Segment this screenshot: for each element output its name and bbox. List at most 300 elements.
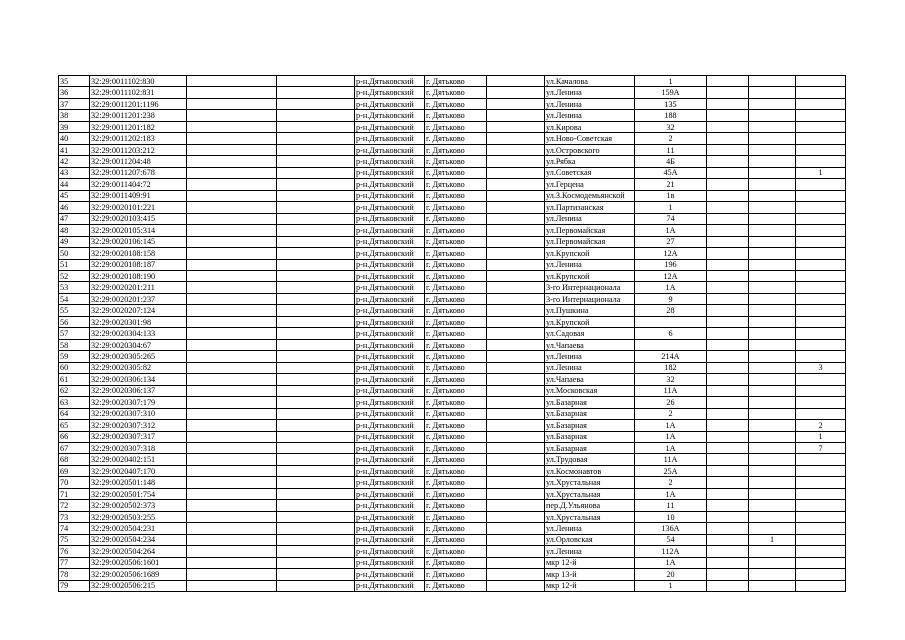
table-row (59, 546, 846, 557)
empty-cell (707, 110, 749, 121)
empty-cell (187, 121, 277, 132)
cadastral-number: 32:29:0020504:234 (90, 534, 187, 545)
house-number: 6 (635, 328, 707, 339)
district: р-н.Дятьковский (355, 511, 425, 522)
street: мкр 13-й (545, 569, 635, 580)
empty-cell (487, 580, 545, 591)
house-number: 1А (635, 557, 707, 568)
cadastral-number: 32:29:0020201:211 (90, 282, 187, 293)
empty-cell (487, 420, 545, 431)
cadastral-number: 32:29:0020108:158 (90, 248, 187, 259)
count-cell (796, 500, 846, 511)
city: г. Дятьково (425, 225, 487, 236)
empty-cell (487, 144, 545, 155)
house-number: 1 (635, 580, 707, 591)
empty-cell (187, 397, 277, 408)
row-number: 52 (59, 270, 90, 281)
empty-cell (277, 523, 355, 534)
empty-cell (277, 248, 355, 259)
city: г. Дятьково (425, 87, 487, 98)
house-number: 112А (635, 546, 707, 557)
row-number: 48 (59, 225, 90, 236)
city: г. Дятьково (425, 328, 487, 339)
house-number: 12А (635, 248, 707, 259)
empty-cell (277, 374, 355, 385)
table-row (59, 488, 846, 499)
district: р-н.Дятьковский (355, 454, 425, 465)
row-number: 67 (59, 443, 90, 454)
house-number: 21 (635, 179, 707, 190)
cadastral-number: 32:29:0011409:91 (90, 190, 187, 201)
cadastral-number: 32:29:0011201:1196 (90, 98, 187, 109)
row-number: 39 (59, 121, 90, 132)
count-cell (796, 454, 846, 465)
table-row (59, 339, 846, 350)
empty-cell (487, 167, 545, 178)
empty-cell (277, 110, 355, 121)
empty-cell (187, 408, 277, 419)
district: р-н.Дятьковский (355, 121, 425, 132)
count-cell (749, 156, 796, 167)
count-cell (749, 225, 796, 236)
empty-cell (187, 248, 277, 259)
empty-cell (187, 431, 277, 442)
empty-cell (487, 569, 545, 580)
row-number: 42 (59, 156, 90, 167)
count-cell (749, 167, 796, 178)
empty-cell (277, 213, 355, 224)
house-number: 188 (635, 110, 707, 121)
count-cell (749, 362, 796, 373)
cadastral-number: 32:29:0020106:145 (90, 236, 187, 247)
count-cell (796, 179, 846, 190)
street: ул.Хрустальная (545, 477, 635, 488)
empty-cell (187, 156, 277, 167)
count-cell (796, 328, 846, 339)
city: г. Дятьково (425, 179, 487, 190)
empty-cell (487, 385, 545, 396)
district: р-н.Дятьковский (355, 98, 425, 109)
row-number: 74 (59, 523, 90, 534)
empty-cell (187, 202, 277, 213)
empty-cell (277, 465, 355, 476)
table-row (59, 270, 846, 281)
city: г. Дятьково (425, 144, 487, 155)
count-cell (749, 523, 796, 534)
row-number: 65 (59, 420, 90, 431)
empty-cell (187, 76, 277, 87)
empty-cell (187, 569, 277, 580)
row-number: 62 (59, 385, 90, 396)
row-number: 44 (59, 179, 90, 190)
street: ул.Базарная (545, 443, 635, 454)
empty-cell (187, 488, 277, 499)
district: р-н.Дятьковский (355, 385, 425, 396)
house-number: 1А (635, 420, 707, 431)
empty-cell (187, 282, 277, 293)
street: ул.Ленина (545, 546, 635, 557)
table-row (59, 454, 846, 465)
empty-cell (277, 351, 355, 362)
cadastral-number: 32:29:0020105:314 (90, 225, 187, 236)
count-cell (796, 133, 846, 144)
empty-cell (487, 202, 545, 213)
row-number: 41 (59, 144, 90, 155)
house-number: 32 (635, 121, 707, 132)
city: г. Дятьково (425, 511, 487, 522)
count-cell (796, 580, 846, 591)
city: г. Дятьково (425, 156, 487, 167)
empty-cell (187, 477, 277, 488)
count-cell: 7 (796, 443, 846, 454)
count-cell (749, 293, 796, 304)
empty-cell (277, 87, 355, 98)
empty-cell (707, 420, 749, 431)
row-number: 70 (59, 477, 90, 488)
count-cell (796, 351, 846, 362)
empty-cell (277, 385, 355, 396)
count-cell (749, 454, 796, 465)
table-row (59, 580, 846, 591)
empty-cell (707, 385, 749, 396)
street: ул.Ленина (545, 213, 635, 224)
street: ул.Кирова (545, 121, 635, 132)
count-cell (749, 580, 796, 591)
district: р-н.Дятьковский (355, 546, 425, 557)
house-number: 159А (635, 87, 707, 98)
street: ул.Трудовая (545, 454, 635, 465)
empty-cell (707, 328, 749, 339)
house-number: 28 (635, 305, 707, 316)
count-cell (749, 420, 796, 431)
count-cell (749, 465, 796, 476)
empty-cell (277, 190, 355, 201)
empty-cell (187, 293, 277, 304)
count-cell (749, 305, 796, 316)
city: г. Дятьково (425, 408, 487, 419)
cadastral-number: 32:29:0020407:170 (90, 465, 187, 476)
city: г. Дятьково (425, 500, 487, 511)
cadastral-number: 32:29:0020307:318 (90, 443, 187, 454)
row-number: 55 (59, 305, 90, 316)
empty-cell (707, 580, 749, 591)
empty-cell (187, 454, 277, 465)
row-number: 63 (59, 397, 90, 408)
count-cell (796, 316, 846, 327)
count-cell (796, 374, 846, 385)
empty-cell (277, 431, 355, 442)
empty-cell (707, 213, 749, 224)
empty-cell (187, 500, 277, 511)
row-number: 61 (59, 374, 90, 385)
empty-cell (707, 190, 749, 201)
district: р-н.Дятьковский (355, 133, 425, 144)
row-number: 45 (59, 190, 90, 201)
table-row (59, 202, 846, 213)
city: г. Дятьково (425, 443, 487, 454)
empty-cell (277, 305, 355, 316)
empty-cell (707, 87, 749, 98)
city: г. Дятьково (425, 465, 487, 476)
cadastral-number: 32:29:0020402:151 (90, 454, 187, 465)
row-number: 46 (59, 202, 90, 213)
street: ул.Хрустальная (545, 488, 635, 499)
cadastral-number: 32:29:0020506:1689 (90, 569, 187, 580)
count-cell (749, 282, 796, 293)
table-row (59, 121, 846, 132)
empty-cell (277, 477, 355, 488)
row-number: 66 (59, 431, 90, 442)
count-cell (749, 546, 796, 557)
count-cell (749, 328, 796, 339)
empty-cell (277, 534, 355, 545)
street: мкр 12-й (545, 580, 635, 591)
count-cell (749, 569, 796, 580)
count-cell (749, 351, 796, 362)
count-cell (749, 87, 796, 98)
empty-cell (707, 397, 749, 408)
count-cell (749, 248, 796, 259)
house-number: 1А (635, 488, 707, 499)
empty-cell (277, 225, 355, 236)
count-cell (749, 443, 796, 454)
empty-cell (487, 190, 545, 201)
row-number: 78 (59, 569, 90, 580)
table-row (59, 408, 846, 419)
count-cell (796, 98, 846, 109)
city: г. Дятьково (425, 420, 487, 431)
city: г. Дятьково (425, 121, 487, 132)
count-cell (796, 190, 846, 201)
count-cell (796, 236, 846, 247)
empty-cell (487, 305, 545, 316)
empty-cell (277, 98, 355, 109)
empty-cell (487, 282, 545, 293)
district: р-н.Дятьковский (355, 557, 425, 568)
table-row (59, 500, 846, 511)
empty-cell (487, 328, 545, 339)
table-row (59, 190, 846, 201)
empty-cell (707, 500, 749, 511)
count-cell (749, 374, 796, 385)
district: р-н.Дятьковский (355, 156, 425, 167)
table-row (59, 569, 846, 580)
cadastral-number: 32:29:0020108:187 (90, 259, 187, 270)
empty-cell (707, 133, 749, 144)
district: р-н.Дятьковский (355, 202, 425, 213)
house-number: 2 (635, 133, 707, 144)
empty-cell (187, 580, 277, 591)
count-cell (749, 98, 796, 109)
empty-cell (707, 546, 749, 557)
table-row (59, 557, 846, 568)
empty-cell (187, 374, 277, 385)
empty-cell (487, 213, 545, 224)
row-number: 40 (59, 133, 90, 144)
count-cell (749, 397, 796, 408)
empty-cell (487, 351, 545, 362)
empty-cell (487, 293, 545, 304)
count-cell: 3 (796, 362, 846, 373)
city: г. Дятьково (425, 76, 487, 87)
cadastral-number: 32:29:0011204:48 (90, 156, 187, 167)
street: ул.Базарная (545, 431, 635, 442)
city: г. Дятьково (425, 454, 487, 465)
empty-cell (707, 443, 749, 454)
table-row (59, 156, 846, 167)
empty-cell (707, 534, 749, 545)
table-row (59, 248, 846, 259)
empty-cell (277, 179, 355, 190)
cadastral-number: 32:29:0020304:67 (90, 339, 187, 350)
cadastral-number: 32:29:0020307:317 (90, 431, 187, 442)
count-cell (749, 190, 796, 201)
house-number: 32 (635, 374, 707, 385)
house-number: 54 (635, 534, 707, 545)
cadastral-number: 32:29:0020101:221 (90, 202, 187, 213)
table-row (59, 259, 846, 270)
house-number: 1 (635, 76, 707, 87)
empty-cell (187, 362, 277, 373)
street: ул.Базарная (545, 420, 635, 431)
row-number: 43 (59, 167, 90, 178)
count-cell (796, 213, 846, 224)
district: р-н.Дятьковский (355, 339, 425, 350)
empty-cell (707, 374, 749, 385)
district: р-н.Дятьковский (355, 167, 425, 178)
district: р-н.Дятьковский (355, 248, 425, 259)
city: г. Дятьково (425, 110, 487, 121)
empty-cell (187, 511, 277, 522)
empty-cell (487, 121, 545, 132)
count-cell (749, 259, 796, 270)
house-number: 27 (635, 236, 707, 247)
district: р-н.Дятьковский (355, 282, 425, 293)
city: г. Дятьково (425, 282, 487, 293)
count-cell (796, 557, 846, 568)
district: р-н.Дятьковский (355, 397, 425, 408)
cadastral-number: 32:29:0011102:830 (90, 76, 187, 87)
count-cell: 1 (796, 167, 846, 178)
street: ул.Ленина (545, 259, 635, 270)
district: р-н.Дятьковский (355, 259, 425, 270)
house-number: 135 (635, 98, 707, 109)
street: ул.Крупской (545, 248, 635, 259)
city: г. Дятьково (425, 236, 487, 247)
empty-cell (487, 511, 545, 522)
count-cell (796, 248, 846, 259)
table-row (59, 374, 846, 385)
district: р-н.Дятьковский (355, 374, 425, 385)
empty-cell (707, 454, 749, 465)
district: р-н.Дятьковский (355, 225, 425, 236)
city: г. Дятьково (425, 580, 487, 591)
house-number: 136А (635, 523, 707, 534)
house-number: 182 (635, 362, 707, 373)
house-number: 1А (635, 282, 707, 293)
empty-cell (187, 420, 277, 431)
empty-cell (187, 167, 277, 178)
table-row (59, 87, 846, 98)
street: ул.Садовая (545, 328, 635, 339)
empty-cell (277, 500, 355, 511)
empty-cell (707, 98, 749, 109)
table-row (59, 362, 846, 373)
street: ул.Крупской (545, 316, 635, 327)
district: р-н.Дятьковский (355, 534, 425, 545)
empty-cell (707, 465, 749, 476)
count-cell (796, 339, 846, 350)
house-number: 9 (635, 293, 707, 304)
empty-cell (707, 76, 749, 87)
table-row (59, 385, 846, 396)
empty-cell (187, 98, 277, 109)
street: ул.З.Космодемьянской (545, 190, 635, 201)
city: г. Дятьково (425, 569, 487, 580)
table-row (59, 179, 846, 190)
house-number: 1А (635, 431, 707, 442)
count-cell (796, 225, 846, 236)
empty-cell (487, 488, 545, 499)
district: р-н.Дятьковский (355, 488, 425, 499)
empty-cell (187, 305, 277, 316)
table-row (59, 133, 846, 144)
row-number: 49 (59, 236, 90, 247)
empty-cell (187, 236, 277, 247)
city: г. Дятьково (425, 133, 487, 144)
cadastral-number: 32:29:0020103:415 (90, 213, 187, 224)
house-number: 4Б (635, 156, 707, 167)
count-cell (796, 523, 846, 534)
empty-cell (707, 477, 749, 488)
district: р-н.Дятьковский (355, 213, 425, 224)
empty-cell (487, 443, 545, 454)
house-number: 74 (635, 213, 707, 224)
empty-cell (277, 362, 355, 373)
row-number: 51 (59, 259, 90, 270)
count-cell (796, 546, 846, 557)
count-cell (796, 305, 846, 316)
empty-cell (487, 431, 545, 442)
house-number (635, 339, 707, 350)
empty-cell (707, 523, 749, 534)
cadastral-number: 32:29:0011203:212 (90, 144, 187, 155)
cadastral-number: 32:29:0020201:237 (90, 293, 187, 304)
empty-cell (487, 110, 545, 121)
street: ул.Ленина (545, 523, 635, 534)
empty-cell (277, 339, 355, 350)
street: ул.Советская (545, 167, 635, 178)
house-number: 11А (635, 454, 707, 465)
table-row (59, 465, 846, 476)
house-number: 2 (635, 408, 707, 419)
city: г. Дятьково (425, 488, 487, 499)
count-cell (796, 121, 846, 132)
district: р-н.Дятьковский (355, 190, 425, 201)
city: г. Дятьково (425, 293, 487, 304)
house-number: 2 (635, 477, 707, 488)
table-row (59, 351, 846, 362)
empty-cell (707, 179, 749, 190)
house-number: 25А (635, 465, 707, 476)
empty-cell (277, 316, 355, 327)
empty-cell (187, 259, 277, 270)
district: р-н.Дятьковский (355, 351, 425, 362)
row-number: 54 (59, 293, 90, 304)
table-row (59, 167, 846, 178)
city: г. Дятьково (425, 397, 487, 408)
city: г. Дятьково (425, 431, 487, 442)
